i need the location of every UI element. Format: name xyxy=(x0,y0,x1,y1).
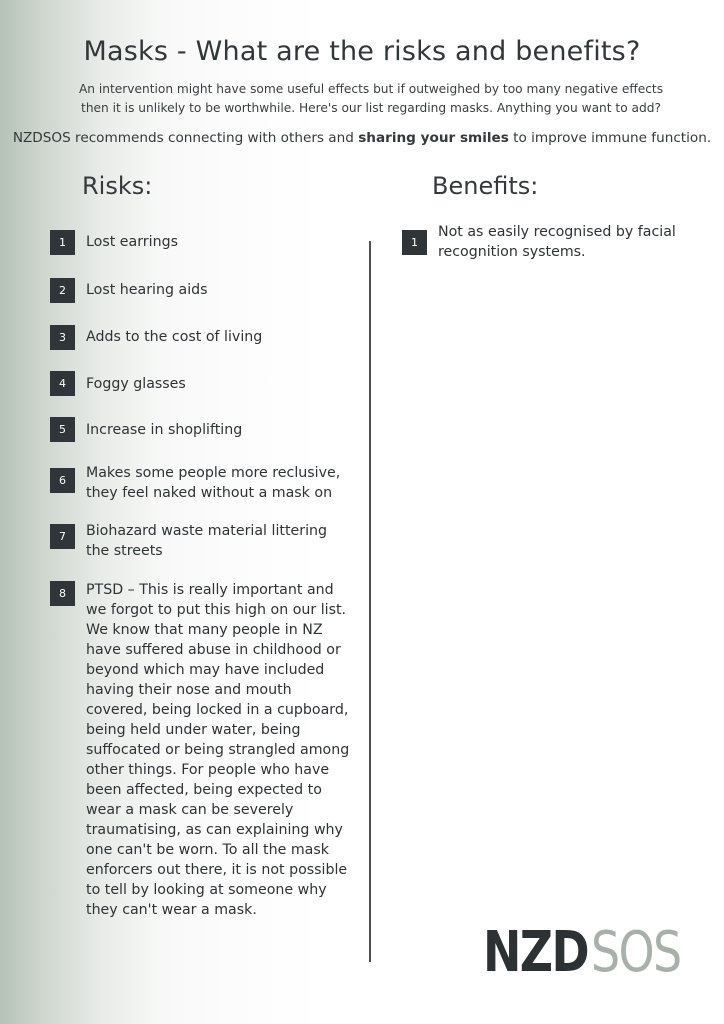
benefits-heading: Benefits: xyxy=(432,172,539,200)
risk-text: Biohazard waste material littering the streets xyxy=(86,523,328,559)
risk-text: Lost earrings xyxy=(86,234,178,250)
risks-heading: Risks: xyxy=(82,172,153,200)
logo-part-dark: NZD xyxy=(483,920,588,985)
tagline-before: NZDSOS recommends connecting with others and xyxy=(12,130,359,146)
risk-number-badge: 5 xyxy=(50,417,75,442)
nzdsos-logo xyxy=(483,920,681,985)
benefit-number-badge: 1 xyxy=(402,230,427,255)
intro-line-2: then it is unlikely to be worthwhile. Here's our list regarding masks. Anything you want to add? xyxy=(81,101,661,115)
benefit-text: Not as easily recognised by facial recognition systems. xyxy=(438,224,676,260)
risk-number-badge: 2 xyxy=(50,278,75,303)
risk-number-badge: 1 xyxy=(50,230,75,255)
page-title: Masks - What are the risks and benefits? xyxy=(83,36,641,67)
risk-text: Lost hearing aids xyxy=(86,282,208,298)
risk-text: Increase in shoplifting xyxy=(86,422,243,438)
tagline-bold: sharing your smiles xyxy=(358,130,509,146)
risk-number-badge: 7 xyxy=(50,524,75,549)
risk-number-badge: 8 xyxy=(50,581,75,606)
intro-text xyxy=(76,80,666,118)
risk-text: Makes some people more reclusive, they feel naked without a mask on xyxy=(86,465,341,501)
risk-text: PTSD – This is really important and we forgot to put this high on our list. We know that many people in NZ have suffered abuse in childhood or beyond which may have included having their nose and mouth covered, being locked in a cupboard, being held under water, being suffocated or being strangled among other things. For people who have been affected, being expected to wear a mask can be severely traumatising, as can explaining why one can't be worn. To all the mask enforcers out there, it is not possible to tell by looking at someone why they can't wear a mask. xyxy=(86,582,350,918)
risk-number-badge: 3 xyxy=(50,325,75,350)
tagline-after: to improve immune function. xyxy=(508,130,712,146)
column-divider xyxy=(369,241,371,962)
risk-number-badge: 6 xyxy=(50,468,75,493)
risk-number-badge: 4 xyxy=(50,371,75,396)
tagline xyxy=(0,130,724,146)
risk-text: Foggy glasses xyxy=(86,376,186,392)
logo-part-light: SOS xyxy=(590,920,681,985)
risk-text: Adds to the cost of living xyxy=(86,329,263,345)
intro-line-1: An intervention might have some useful effects but if outweighed by too many negative effects xyxy=(78,82,664,96)
